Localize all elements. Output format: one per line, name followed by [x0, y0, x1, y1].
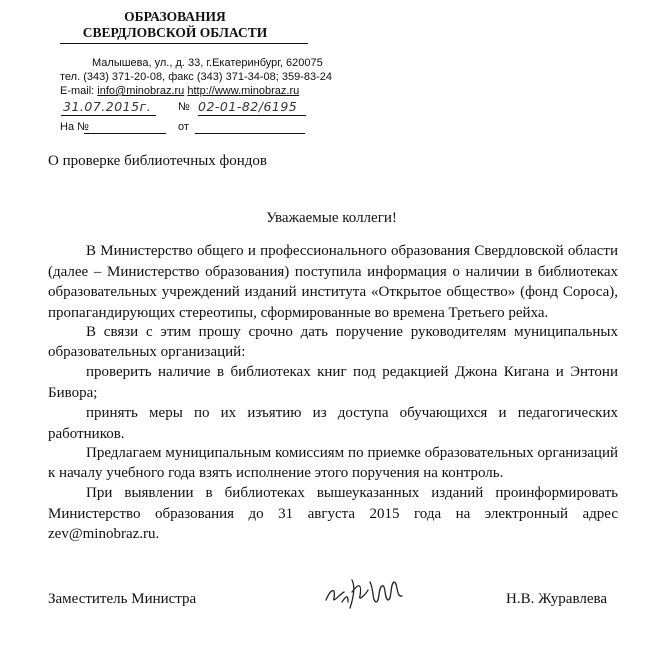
- body-paragraph: При выявлении в библиотеках вышеуказанных изданий проинформировать Министерство образования до 31 августа 2015 года на электронный адрес zev@minobraz.ru.: [48, 485, 618, 542]
- reply-number-underline: [84, 133, 166, 134]
- letter-subject: О проверке библиотечных фондов: [48, 153, 268, 169]
- org-phones: тел. (343) 371-20-08, факс (343) 371-34-08; 359-83-24: [60, 71, 333, 83]
- body-paragraph: В связи с этим прошу срочно дать поручение руководителям муниципальных образовательных организаций:: [48, 324, 618, 360]
- handwritten-number: 02-01-82/6195: [198, 99, 298, 114]
- org-name-line1: ОБРАЗОВАНИЯ: [124, 9, 226, 24]
- from-label: от: [178, 121, 189, 133]
- greeting: Уважаемые коллеги!: [266, 210, 397, 226]
- body-paragraph: принять меры по их изъятию из доступа обучающихся и педагогических работников.: [48, 405, 618, 442]
- body-paragraph: проверить наличие в библиотеках книг под редакцией Джона Кигана и Энтони Бивора;: [48, 364, 618, 401]
- handwritten-signature: [322, 572, 410, 612]
- org-name-line2: СВЕРДЛОВСКОЙ ОБЛАСТИ: [82, 25, 268, 40]
- header-divider: [60, 43, 308, 44]
- signatory-name: Н.В. Журавлева: [506, 591, 608, 607]
- body-paragraph: В Министерство общего и профессионального образования Свердловской области (далее – Министерство образования) поступила информация о наличии в библиотеках образовательных учреждений изданий института «Открытое общество» (фонд Сороса), пропагандирующих стереотипы, сформированные во времена Третьего рейха.: [48, 243, 618, 321]
- number-underline: [198, 115, 306, 116]
- reply-date-underline: [195, 133, 305, 134]
- signatory-position: Заместитель Министра: [48, 591, 197, 607]
- website-link[interactable]: http://www.minobraz.ru: [187, 85, 300, 97]
- date-underline: [61, 115, 156, 116]
- org-contacts: [60, 85, 299, 98]
- handwritten-date: 31.07.2015г.: [63, 99, 152, 114]
- letter-body: [48, 241, 618, 545]
- number-sign: №: [178, 101, 190, 113]
- body-paragraph: Предлагаем муниципальным комиссиям по приемке образовательных организаций к началу учебного года взять исполнение этого поручения на контроль.: [48, 445, 618, 481]
- reply-to-label: На №: [60, 121, 89, 133]
- org-address: Малышева, ул., д. 33, г.Екатеринбург, 620075: [92, 57, 323, 69]
- email-link[interactable]: info@minobraz.ru: [97, 85, 185, 97]
- email-label: E-mail:: [60, 85, 95, 97]
